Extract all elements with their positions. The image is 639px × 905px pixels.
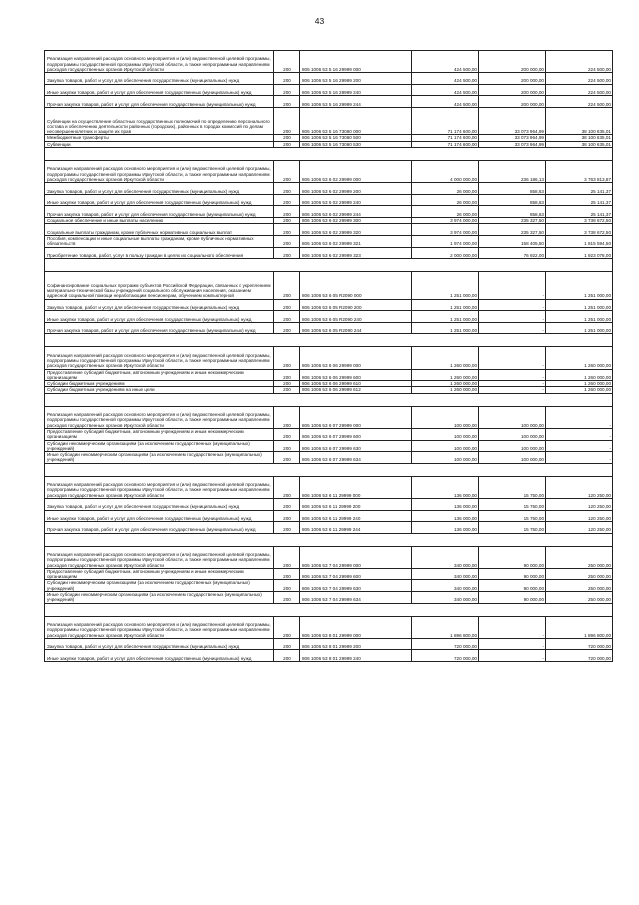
executed-amount-cell: 90 000,00 — [479, 580, 546, 592]
indicator-name-cell: Закупка товаров, работ и услуг для обеспечения государственных (муниципальных) нужд — [45, 73, 274, 85]
table-row — [45, 84, 613, 96]
executed-amount-cell: 15 750,00 — [479, 498, 546, 510]
line-code-cell: 200 — [274, 206, 300, 218]
budget-classification-code-cell: 806 1006 53 8 01 29999 200 — [300, 638, 412, 650]
budget-classification-code-cell: 806 1006 53 6 05 R2090 200 — [300, 299, 412, 311]
approved-amount-cell: 100 000,00 — [412, 440, 479, 452]
executed-amount-cell: 15 750,00 — [479, 510, 546, 522]
line-code-cell: 200 — [274, 381, 300, 387]
indicator-name-cell: Реализация направлений расходов основного мероприятия и (или) ведомственной целевой программы, подпрограммы государственной программы Иркутской области, а также непрограммным направлениям расходов государственных органов Иркутской области — [45, 406, 274, 428]
approved-amount-cell: 1 974 000,00 — [412, 235, 479, 247]
line-code-cell: 200 — [274, 440, 300, 452]
budget-classification-code-cell: 806 1006 53 6 11 29999 000 — [300, 476, 412, 498]
budget-classification-code-cell: 806 1006 53 5 16 29999 000 — [300, 51, 412, 73]
table-row — [45, 347, 613, 369]
unexecuted-amount-cell: 38 100 635,01 — [546, 107, 613, 135]
unexecuted-amount-cell: 1 923 078,00 — [546, 247, 613, 259]
budget-classification-code-cell: 806 1006 53 5 16 29999 240 — [300, 84, 412, 96]
unexecuted-amount-cell: - — [546, 428, 613, 440]
indicator-name-cell: Прочая закупка товаров, работ и услуг для обеспечения государственных (муниципальных) нужд — [45, 322, 274, 334]
approved-amount-cell: 1 896 800,00 — [412, 616, 479, 638]
table-row — [45, 522, 613, 534]
line-code-cell: 200 — [274, 96, 300, 108]
table-row — [45, 322, 613, 334]
indicator-name-cell: Прочая закупка товаров, работ и услуг для обеспечения государственных (муниципальных) нужд — [45, 206, 274, 218]
table-row — [45, 592, 613, 604]
unexecuted-amount-cell: 224 500,00 — [546, 73, 613, 85]
approved-amount-cell: 1 260 000,00 — [412, 387, 479, 393]
indicator-name-cell: Субсидии некоммерческим организациям (за исключением государственных (муниципальных) учреждений) — [45, 580, 274, 592]
indicator-name-cell: Закупка товаров, работ и услуг для обеспечения государственных (муниципальных) нужд — [45, 183, 274, 195]
spacer-row — [45, 463, 613, 476]
budget-classification-code-cell: 806 1006 53 8 01 29999 000 — [300, 616, 412, 638]
indicator-name-cell: Субвенции на осуществление областных государственных полномочий по определению персонального состава и обеспечению деятельности районных (городских), районных в городах комиссий по делам несовершеннолетних и защите их прав — [45, 107, 274, 135]
indicator-name-cell: Реализация направлений расходов основного мероприятия и (или) ведомственной целевой программы, подпрограммы государственной программы Иркутской области, а также непрограммным направлениям расходов государственных органов Иркутской области — [45, 51, 274, 73]
approved-amount-cell: 2 000 000,00 — [412, 247, 479, 259]
spacer-cell — [45, 334, 613, 347]
executed-amount-cell: - — [479, 369, 546, 381]
unexecuted-amount-cell: 1 260 000,00 — [546, 347, 613, 369]
executed-amount-cell: 33 073 964,99 — [479, 135, 546, 141]
executed-amount-cell: 33 073 964,99 — [479, 107, 546, 135]
approved-amount-cell: 71 174 600,00 — [412, 141, 479, 147]
executed-amount-cell: - — [479, 616, 546, 638]
table-row — [45, 247, 613, 259]
table-row — [45, 638, 613, 650]
budget-classification-code-cell: 806 1006 53 6 05 R2090 000 — [300, 272, 412, 300]
approved-amount-cell: 3 974 000,00 — [412, 224, 479, 236]
line-code-cell: 200 — [274, 194, 300, 206]
executed-amount-cell: 33 073 964,99 — [479, 141, 546, 147]
budget-classification-code-cell: 806 1006 53 6 07 29999 634 — [300, 452, 412, 464]
budget-execution-table — [44, 50, 613, 662]
executed-amount-cell: 100 000,00 — [479, 406, 546, 428]
indicator-name-cell: Субсидии бюджетным учреждениям — [45, 381, 274, 387]
spacer-row — [45, 603, 613, 616]
table-row — [45, 161, 613, 183]
indicator-name-cell: Предоставление субсидий бюджетным, автономным учреждениям и иным некоммерческим организациям — [45, 428, 274, 440]
unexecuted-amount-cell: 250 000,00 — [546, 568, 613, 580]
approved-amount-cell: 340 000,00 — [412, 546, 479, 568]
budget-classification-code-cell: 806 1006 53 6 02 29999 200 — [300, 183, 412, 195]
approved-amount-cell: 1 260 000,00 — [412, 369, 479, 381]
line-code-cell: 200 — [274, 510, 300, 522]
budget-classification-code-cell: 806 1006 53 7 04 29999 600 — [300, 568, 412, 580]
indicator-name-cell: Социальные выплаты гражданам, кроме публичных нормативных социальных выплат — [45, 224, 274, 236]
unexecuted-amount-cell: 250 000,00 — [546, 580, 613, 592]
approved-amount-cell: 1 251 000,00 — [412, 272, 479, 300]
approved-amount-cell: 3 974 000,00 — [412, 218, 479, 224]
unexecuted-amount-cell: 120 250,00 — [546, 476, 613, 498]
indicator-name-cell: Субсидии бюджетным учреждениям на иные цели — [45, 387, 274, 393]
budget-classification-code-cell: 806 1006 53 5 16 73060 530 — [300, 141, 412, 147]
unexecuted-amount-cell: 25 141,37 — [546, 183, 613, 195]
unexecuted-amount-cell: 224 500,00 — [546, 96, 613, 108]
table-row — [45, 224, 613, 236]
table-row — [45, 428, 613, 440]
spacer-row — [45, 533, 613, 546]
approved-amount-cell: 26 000,00 — [412, 194, 479, 206]
approved-amount-cell: 100 000,00 — [412, 406, 479, 428]
line-code-cell: 200 — [274, 568, 300, 580]
budget-classification-code-cell: 806 1006 53 6 05 R2090 244 — [300, 322, 412, 334]
approved-amount-cell: 340 000,00 — [412, 568, 479, 580]
unexecuted-amount-cell: 3 738 672,50 — [546, 224, 613, 236]
spacer-row — [45, 148, 613, 161]
approved-amount-cell: 1 251 000,00 — [412, 322, 479, 334]
executed-amount-cell: 200 000,00 — [479, 96, 546, 108]
table-row — [45, 580, 613, 592]
line-code-cell: 200 — [274, 522, 300, 534]
spacer-row — [45, 259, 613, 272]
line-code-cell: 200 — [274, 638, 300, 650]
unexecuted-amount-cell: 38 100 635,01 — [546, 135, 613, 141]
line-code-cell: 200 — [274, 406, 300, 428]
unexecuted-amount-cell: 3 738 672,50 — [546, 218, 613, 224]
unexecuted-amount-cell: 3 763 813,87 — [546, 161, 613, 183]
executed-amount-cell: 15 750,00 — [479, 476, 546, 498]
unexecuted-amount-cell: 120 250,00 — [546, 510, 613, 522]
budget-classification-code-cell: 806 1006 53 6 06 29999 000 — [300, 347, 412, 369]
unexecuted-amount-cell: 720 000,00 — [546, 650, 613, 662]
executed-amount-cell: 100 000,00 — [479, 428, 546, 440]
line-code-cell: 200 — [274, 73, 300, 85]
executed-amount-cell: 858,63 — [479, 194, 546, 206]
budget-classification-code-cell: 806 1006 53 6 02 29999 244 — [300, 206, 412, 218]
executed-amount-cell: 90 000,00 — [479, 546, 546, 568]
executed-amount-cell: 235 327,50 — [479, 224, 546, 236]
executed-amount-cell: - — [479, 381, 546, 387]
spacer-cell — [45, 148, 613, 161]
indicator-name-cell: Иные субсидии некоммерческим организациям (за исключением государственных (муниципальных) учреждений) — [45, 592, 274, 604]
executed-amount-cell: 100 000,00 — [479, 440, 546, 452]
executed-amount-cell: 200 000,00 — [479, 84, 546, 96]
unexecuted-amount-cell: 224 500,00 — [546, 84, 613, 96]
budget-classification-code-cell: 806 1006 53 5 16 29999 200 — [300, 73, 412, 85]
approved-amount-cell: 1 260 000,00 — [412, 381, 479, 387]
table-row — [45, 51, 613, 73]
page-number: 43 — [314, 16, 325, 26]
approved-amount-cell: 424 500,00 — [412, 84, 479, 96]
executed-amount-cell: 100 000,00 — [479, 452, 546, 464]
line-code-cell: 200 — [274, 476, 300, 498]
unexecuted-amount-cell: 25 141,37 — [546, 206, 613, 218]
table-row — [45, 650, 613, 662]
indicator-name-cell: Реализация направлений расходов основного мероприятия и (или) ведомственной целевой программы, подпрограммы государственной программы Иркутской области, а также непрограммным направлениям расходов государственных органов Иркутской области — [45, 546, 274, 568]
budget-classification-code-cell: 806 1006 53 6 02 29999 000 — [300, 161, 412, 183]
budget-classification-code-cell: 806 1006 53 8 01 29999 240 — [300, 650, 412, 662]
line-code-cell: 200 — [274, 84, 300, 96]
budget-classification-code-cell: 806 1006 53 5 16 29999 244 — [300, 96, 412, 108]
indicator-name-cell: Приобретение товаров, работ, услуг в пользу граждан в целях их социального обеспечения — [45, 247, 274, 259]
unexecuted-amount-cell: 1 251 000,00 — [546, 272, 613, 300]
indicator-name-cell: Межбюджетные трансферты — [45, 135, 274, 141]
table-row — [45, 107, 613, 135]
executed-amount-cell: 236 186,13 — [479, 161, 546, 183]
line-code-cell: 200 — [274, 616, 300, 638]
unexecuted-amount-cell: - — [546, 406, 613, 428]
indicator-name-cell: Иные закупки товаров, работ и услуг для обеспечения государственных (муниципальных) нужд — [45, 84, 274, 96]
unexecuted-amount-cell: 250 000,00 — [546, 546, 613, 568]
budget-classification-code-cell: 806 1006 53 6 02 29999 240 — [300, 194, 412, 206]
unexecuted-amount-cell: 38 100 635,01 — [546, 141, 613, 147]
budget-classification-code-cell: 806 1006 53 6 07 29999 630 — [300, 440, 412, 452]
indicator-name-cell: Закупка товаров, работ и услуг для обеспечения государственных (муниципальных) нужд — [45, 299, 274, 311]
approved-amount-cell: 136 000,00 — [412, 476, 479, 498]
table-body — [45, 51, 613, 662]
spacer-cell — [45, 603, 613, 616]
executed-amount-cell: 90 000,00 — [479, 592, 546, 604]
line-code-cell: 200 — [274, 183, 300, 195]
approved-amount-cell: 71 174 600,00 — [412, 135, 479, 141]
budget-classification-code-cell: 806 1006 53 6 02 29999 320 — [300, 224, 412, 236]
executed-amount-cell: - — [479, 638, 546, 650]
executed-amount-cell: 858,63 — [479, 206, 546, 218]
line-code-cell: 200 — [274, 141, 300, 147]
table-row — [45, 299, 613, 311]
executed-amount-cell: - — [479, 387, 546, 393]
indicator-name-cell: Прочая закупка товаров, работ и услуг для обеспечения государственных (муниципальных) нужд — [45, 522, 274, 534]
budget-classification-code-cell: 806 1006 53 5 16 73060 500 — [300, 135, 412, 141]
budget-classification-code-cell: 806 1006 53 6 06 29999 610 — [300, 381, 412, 387]
unexecuted-amount-cell: 120 250,00 — [546, 498, 613, 510]
line-code-cell: 200 — [274, 272, 300, 300]
line-code-cell: 200 — [274, 247, 300, 259]
line-code-cell: 200 — [274, 546, 300, 568]
approved-amount-cell: 340 000,00 — [412, 592, 479, 604]
indicator-name-cell: Иные закупки товаров, работ и услуг для обеспечения государственных (муниципальных) нужд — [45, 650, 274, 662]
budget-classification-code-cell: 806 1006 53 6 06 29999 612 — [300, 387, 412, 393]
executed-amount-cell: - — [479, 650, 546, 662]
budget-classification-code-cell: 806 1006 53 6 11 29999 244 — [300, 522, 412, 534]
executed-amount-cell: 90 000,00 — [479, 568, 546, 580]
budget-classification-code-cell: 806 1006 53 7 04 29999 000 — [300, 546, 412, 568]
indicator-name-cell: Закупка товаров, работ и услуг для обеспечения государственных (муниципальных) нужд — [45, 638, 274, 650]
table-row — [45, 406, 613, 428]
table-row — [45, 568, 613, 580]
unexecuted-amount-cell: 224 500,00 — [546, 51, 613, 73]
table-row — [45, 369, 613, 381]
indicator-name-cell: Иные закупки товаров, работ и услуг для обеспечения государственных (муниципальных) нужд — [45, 194, 274, 206]
budget-classification-code-cell: 806 1006 53 6 02 29999 300 — [300, 218, 412, 224]
budget-classification-code-cell: 806 1006 53 6 11 29999 200 — [300, 498, 412, 510]
line-code-cell: 200 — [274, 580, 300, 592]
unexecuted-amount-cell: 1 251 000,00 — [546, 311, 613, 323]
approved-amount-cell: 100 000,00 — [412, 452, 479, 464]
line-code-cell: 200 — [274, 322, 300, 334]
executed-amount-cell: 76 922,00 — [479, 247, 546, 259]
approved-amount-cell: 720 000,00 — [412, 638, 479, 650]
approved-amount-cell: 1 251 000,00 — [412, 299, 479, 311]
line-code-cell: 200 — [274, 299, 300, 311]
executed-amount-cell: 200 000,00 — [479, 51, 546, 73]
unexecuted-amount-cell: 1 815 594,50 — [546, 235, 613, 247]
spacer-row — [45, 393, 613, 406]
approved-amount-cell: 136 000,00 — [412, 522, 479, 534]
approved-amount-cell: 100 000,00 — [412, 428, 479, 440]
approved-amount-cell: 720 000,00 — [412, 650, 479, 662]
line-code-cell: 200 — [274, 369, 300, 381]
line-code-cell: 200 — [274, 650, 300, 662]
line-code-cell: 200 — [274, 218, 300, 224]
approved-amount-cell: 340 000,00 — [412, 580, 479, 592]
unexecuted-amount-cell: 250 000,00 — [546, 592, 613, 604]
approved-amount-cell: 136 000,00 — [412, 498, 479, 510]
approved-amount-cell: 424 500,00 — [412, 51, 479, 73]
line-code-cell: 200 — [274, 161, 300, 183]
table-row — [45, 235, 613, 247]
indicator-name-cell: Предоставление субсидий бюджетным, автономным учреждениям и иным некоммерческим организациям — [45, 369, 274, 381]
table-row — [45, 510, 613, 522]
unexecuted-amount-cell: 1 260 000,00 — [546, 369, 613, 381]
indicator-name-cell: Закупка товаров, работ и услуг для обеспечения государственных (муниципальных) нужд — [45, 498, 274, 510]
budget-classification-code-cell: 806 1006 53 5 16 73060 000 — [300, 107, 412, 135]
table-row — [45, 616, 613, 638]
table-row — [45, 546, 613, 568]
budget-classification-code-cell: 806 1006 53 7 04 29999 634 — [300, 592, 412, 604]
executed-amount-cell: 235 327,50 — [479, 218, 546, 224]
approved-amount-cell: 26 000,00 — [412, 183, 479, 195]
line-code-cell: 200 — [274, 107, 300, 135]
budget-classification-code-cell: 806 1006 53 6 11 29999 240 — [300, 510, 412, 522]
executed-amount-cell: 200 000,00 — [479, 73, 546, 85]
executed-amount-cell: - — [479, 272, 546, 300]
executed-amount-cell: - — [479, 299, 546, 311]
table-row — [45, 206, 613, 218]
executed-amount-cell: 15 750,00 — [479, 522, 546, 534]
unexecuted-amount-cell: - — [546, 440, 613, 452]
table-row — [45, 194, 613, 206]
approved-amount-cell: 71 174 600,00 — [412, 107, 479, 135]
table-row — [45, 452, 613, 464]
indicator-name-cell: Реализация направлений расходов основного мероприятия и (или) ведомственной целевой программы, подпрограммы государственной программы Иркутской области, а также непрограммным направлениям расходов государственных органов Иркутской области — [45, 347, 274, 369]
executed-amount-cell: - — [479, 322, 546, 334]
approved-amount-cell: 26 000,00 — [412, 206, 479, 218]
budget-classification-code-cell: 806 1006 53 6 07 29999 600 — [300, 428, 412, 440]
table-row — [45, 96, 613, 108]
approved-amount-cell: 1 260 000,00 — [412, 347, 479, 369]
line-code-cell: 200 — [274, 498, 300, 510]
budget-classification-code-cell: 806 1006 53 6 06 29999 600 — [300, 369, 412, 381]
line-code-cell: 200 — [274, 235, 300, 247]
spacer-cell — [45, 533, 613, 546]
unexecuted-amount-cell: 720 000,00 — [546, 638, 613, 650]
line-code-cell: 200 — [274, 51, 300, 73]
indicator-name-cell: Предоставление субсидий бюджетным, автономным учреждениям и иным некоммерческим организациям — [45, 568, 274, 580]
unexecuted-amount-cell: 1 251 000,00 — [546, 322, 613, 334]
line-code-cell: 200 — [274, 311, 300, 323]
budget-classification-code-cell: 806 1006 53 7 04 29999 630 — [300, 580, 412, 592]
unexecuted-amount-cell: 1 251 000,00 — [546, 299, 613, 311]
table-row — [45, 440, 613, 452]
indicator-name-cell: Реализация направлений расходов основного мероприятия и (или) ведомственной целевой программы, подпрограммы государственной программы Иркутской области, а также непрограммным направлениям расходов государственных органов Иркутской области — [45, 616, 274, 638]
indicator-name-cell: Иные субсидии некоммерческим организациям (за исключением государственных (муниципальных) учреждений) — [45, 452, 274, 464]
line-code-cell: 200 — [274, 135, 300, 141]
unexecuted-amount-cell: 25 141,37 — [546, 194, 613, 206]
spacer-cell — [45, 393, 613, 406]
indicator-name-cell: Социальное обеспечение и иные выплаты населению — [45, 218, 274, 224]
indicator-name-cell: Пособия, компенсации и иные социальные выплаты гражданам, кроме публичных нормативных обязательств — [45, 235, 274, 247]
approved-amount-cell: 424 500,00 — [412, 73, 479, 85]
indicator-name-cell: Иные закупки товаров, работ и услуг для обеспечения государственных (муниципальных) нужд — [45, 510, 274, 522]
spacer-cell — [45, 259, 613, 272]
table-row — [45, 73, 613, 85]
unexecuted-amount-cell: - — [546, 452, 613, 464]
executed-amount-cell: 858,63 — [479, 183, 546, 195]
table-row — [45, 476, 613, 498]
line-code-cell: 200 — [274, 224, 300, 236]
table-row — [45, 311, 613, 323]
indicator-name-cell: Иные закупки товаров, работ и услуг для обеспечения государственных (муниципальных) нужд — [45, 311, 274, 323]
line-code-cell: 200 — [274, 347, 300, 369]
line-code-cell: 200 — [274, 387, 300, 393]
approved-amount-cell: 1 251 000,00 — [412, 311, 479, 323]
line-code-cell: 200 — [274, 452, 300, 464]
table-row — [45, 498, 613, 510]
budget-classification-code-cell: 806 1006 53 6 02 29999 321 — [300, 235, 412, 247]
executed-amount-cell: 158 405,50 — [479, 235, 546, 247]
budget-classification-code-cell: 806 1006 53 6 05 R2090 240 — [300, 311, 412, 323]
unexecuted-amount-cell: 120 250,00 — [546, 522, 613, 534]
line-code-cell: 200 — [274, 592, 300, 604]
line-code-cell: 200 — [274, 428, 300, 440]
budget-classification-code-cell: 806 1006 53 6 07 29999 000 — [300, 406, 412, 428]
approved-amount-cell: 4 000 000,00 — [412, 161, 479, 183]
indicator-name-cell: Субвенции — [45, 141, 274, 147]
indicator-name-cell: Софинансирование социальных программ субъектов Российской Федерации, связанных с укреплением материально-технической базы учреждений социального обслуживания населения, оказанием адресной социальной помощи неработающим пенсионерам, обучением компьютерной — [45, 272, 274, 300]
spacer-cell — [45, 463, 613, 476]
indicator-name-cell: Прочая закупка товаров, работ и услуг для обеспечения государственных (муниципальных) нужд — [45, 96, 274, 108]
executed-amount-cell: - — [479, 347, 546, 369]
indicator-name-cell: Реализация направлений расходов основного мероприятия и (или) ведомственной целевой программы, подпрограммы государственной программы Иркутской области, а также непрограммным направлениям расходов государственных органов Иркутской области — [45, 161, 274, 183]
budget-classification-code-cell: 806 1006 53 6 02 29999 323 — [300, 247, 412, 259]
unexecuted-amount-cell: 1 260 000,00 — [546, 381, 613, 387]
executed-amount-cell: - — [479, 311, 546, 323]
indicator-name-cell: Субсидии некоммерческим организациям (за исключением государственных (муниципальных) учреждений) — [45, 440, 274, 452]
indicator-name-cell: Реализация направлений расходов основного мероприятия и (или) ведомственной целевой программы, подпрограммы государственной программы Иркутской области, а также непрограммным направлениям расходов государственных органов Иркутской области — [45, 476, 274, 498]
unexecuted-amount-cell: 1 260 000,00 — [546, 387, 613, 393]
approved-amount-cell: 136 000,00 — [412, 510, 479, 522]
unexecuted-amount-cell: 1 896 800,00 — [546, 616, 613, 638]
table-row — [45, 218, 613, 224]
approved-amount-cell: 424 500,00 — [412, 96, 479, 108]
table-row — [45, 272, 613, 300]
spacer-row — [45, 334, 613, 347]
table-row — [45, 183, 613, 195]
